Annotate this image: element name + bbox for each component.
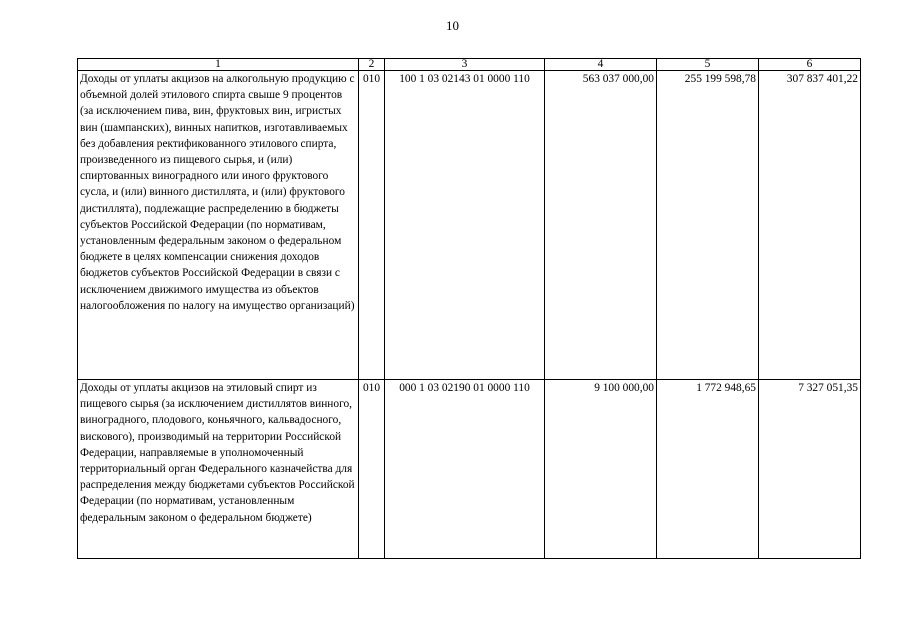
column-header-5: 5 [657, 59, 759, 71]
income-description: Доходы от уплаты акцизов на алкогольную продукцию с объемной долей этилового спирта свыше 9 процентов (за исключением пива, вин, фруктовых вин, игристых вин (шампанских), винных напитков, изготавливаемых без добавления ректификованного этилового спирта, произведенного из пищевого сырья, и (или) спиртованных виноградного или иного фруктового сусла, и (или) винного дистиллята, и (или) фруктового дистиллята), подлежащие распределению в бюджеты субъектов Российской Федерации (по нормативам, установленным федеральным законом о федеральном бюджете в целях компенсации снижения доходов бюджетов субъектов Российской Федерации в связи с исключением движимого имущества из объектов налогообложения по налогу на имущество организаций) [78, 71, 359, 380]
amount-col-5: 255 199 598,78 [657, 71, 759, 380]
column-header-3: 3 [385, 59, 545, 71]
amount-col-5: 1 772 948,65 [657, 380, 759, 559]
table-header-row [78, 59, 861, 71]
column-header-1: 1 [78, 59, 359, 71]
budget-classification-code: 000 1 03 02190 01 0000 110 [385, 380, 545, 559]
revenue-table [77, 58, 861, 559]
column-header-6: 6 [759, 59, 861, 71]
column-header-2: 2 [359, 59, 385, 71]
column-header-4: 4 [545, 59, 657, 71]
amount-col-4: 563 037 000,00 [545, 71, 657, 380]
table-row [78, 71, 861, 380]
amount-col-4: 9 100 000,00 [545, 380, 657, 559]
page-number: 10 [446, 18, 459, 33]
line-code: 010 [359, 71, 385, 380]
line-code: 010 [359, 380, 385, 559]
budget-classification-code: 100 1 03 02143 01 0000 110 [385, 71, 545, 380]
table-row [78, 380, 861, 559]
income-description: Доходы от уплаты акцизов на этиловый спирт из пищевого сырья (за исключением дистиллятов винного, виноградного, плодового, коньячного, кальвадосного, вискового), производимый на территории Российской Федерации, направляемые в уполномоченный территориальный орган Федерального казначейства для распределения между бюджетами субъектов Российской Федерации (по нормативам, установленным федеральным законом о федеральном бюджете) [78, 380, 359, 559]
amount-col-6: 7 327 051,35 [759, 380, 861, 559]
amount-col-6: 307 837 401,22 [759, 71, 861, 380]
